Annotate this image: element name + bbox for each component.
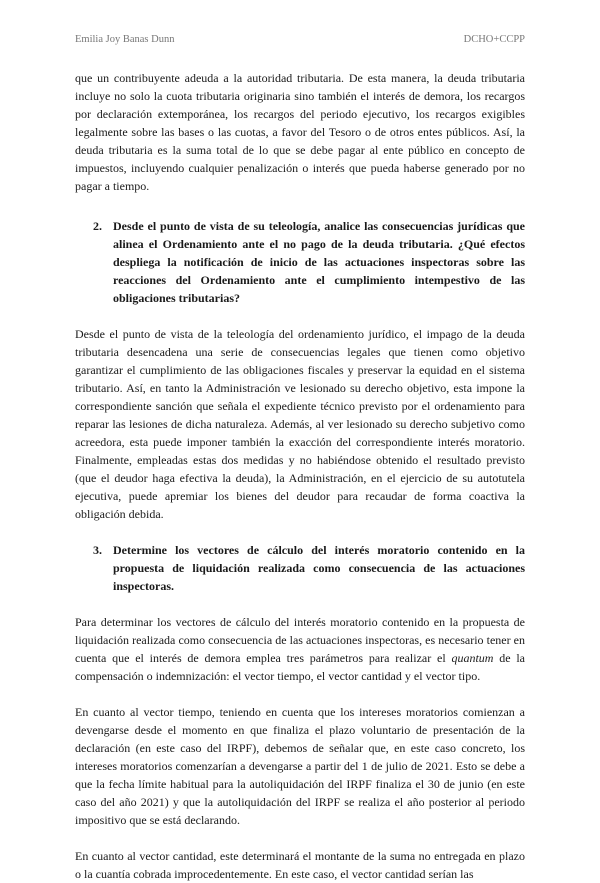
question-2-number: 2. — [93, 219, 102, 233]
quantum-term: quantum — [451, 651, 494, 665]
paragraph-quantity-vector: En cuanto al vector cantidad, este determinará el montante de la suma no entregada en plazo o la cuantía cobrada improcedentemente. En este caso, el vector cantidad serían las — [75, 849, 525, 881]
question-3 — [75, 541, 525, 595]
question-3-number: 3. — [93, 543, 102, 557]
header-author: Emilia Joy Banas Dunn — [75, 34, 175, 45]
interest-vectors-text-end: de la compensación o indemnización: el vector tiempo, el vector cantidad y el vector tipo. — [75, 651, 525, 683]
paragraph-teleology-answer: Desde el punto de vista de la teleología del ordenamiento jurídico, el impago de la deuda tributaria desencadena una serie de consecuencias legales que tienen como objetivo garantizar el cumplimiento de las obligaciones fiscales y preservar la equidad en el sistema tributario. Así, en tanto la Administración ve lesionado su derecho objetivo, esta impone la correspondiente sanción que señala el expediente técnico previsto por el ordenamiento para reparar las lesiones de dicha naturaleza. Además, al ver lesionado su derecho subjetivo como acreedora, esta puede imponer también la exacción del correspondiente interés moratorio. Finalmente, empleadas estas dos medidas y no habiéndose obtenido el resultado previsto (que el deudor haga efectiva la deuda), la Administración, en el ejercicio de su autotutela ejecutiva, puede apremiar los bienes del deudor para recaudar de forma coactiva la obligación debida. — [75, 327, 525, 521]
paragraph-interest-vectors — [75, 613, 525, 685]
paragraph-debt-definition: que un contribuyente adeuda a la autoridad tributaria. De esta manera, la deuda tributaria incluye no solo la cuota tributaria originaria sino también el interés de demora, los recargos por declaración extemporánea, los recargos del periodo ejecutivo, los recargos exigibles legalmente sobre las bases o las cuotas, a favor del Tesoro o de otros entes públicos. Así, la deuda tributaria es la suma total de lo que se debe pagar al ente público en concepto de impuestos, incluyendo cualquier penalización o interés que pueda haberse generado por no pagar a tiempo. — [75, 71, 525, 193]
interest-vectors-text-start: Para determinar los vectores de cálculo del interés moratorio contenido en la propuesta de liquidación realizada como consecuencia de las actuaciones inspectoras, es necesario tener en cuenta que el interés de demora emplea tres parámetros para realizar el — [75, 615, 525, 665]
header-course: DCHO+CCPP — [463, 34, 525, 45]
page-header — [75, 34, 525, 48]
question-2-text: Desde el punto de vista de su teleología, analice las consecuencias jurídicas que alinea el Ordenamiento ante el no pago de la deuda tributaria. ¿Qué efectos despliega la notificación de inicio de las actuaciones inspectoras sobre las reacciones del Ordenamiento ante el cumplimiento intempestivo de las obligaciones tributarias? — [113, 219, 525, 305]
paragraph-time-vector: En cuanto al vector tiempo, teniendo en cuenta que los intereses moratorios comienzan a devengarse desde el momento en que finaliza el plazo voluntario de presentación de la declaración (en este caso del IRPF), debemos de señalar que, en este caso concreto, los intereses moratorios comenzarían a devengarse a partir del 1 de julio de 2021. Esto se debe a que la fecha límite habitual para la autoliquidación del IRPF finaliza el 30 de junio (en este caso del año 2021) y que la autoliquidación del IRPF se realiza el año posterior al periodo impositivo que se está declarando. — [75, 705, 525, 827]
question-3-text: Determine los vectores de cálculo del interés moratorio contenido en la propuesta de liquidación realizada como consecuencia de las actuaciones inspectoras. — [113, 543, 525, 593]
page-body — [75, 69, 525, 883]
question-2 — [75, 217, 525, 307]
